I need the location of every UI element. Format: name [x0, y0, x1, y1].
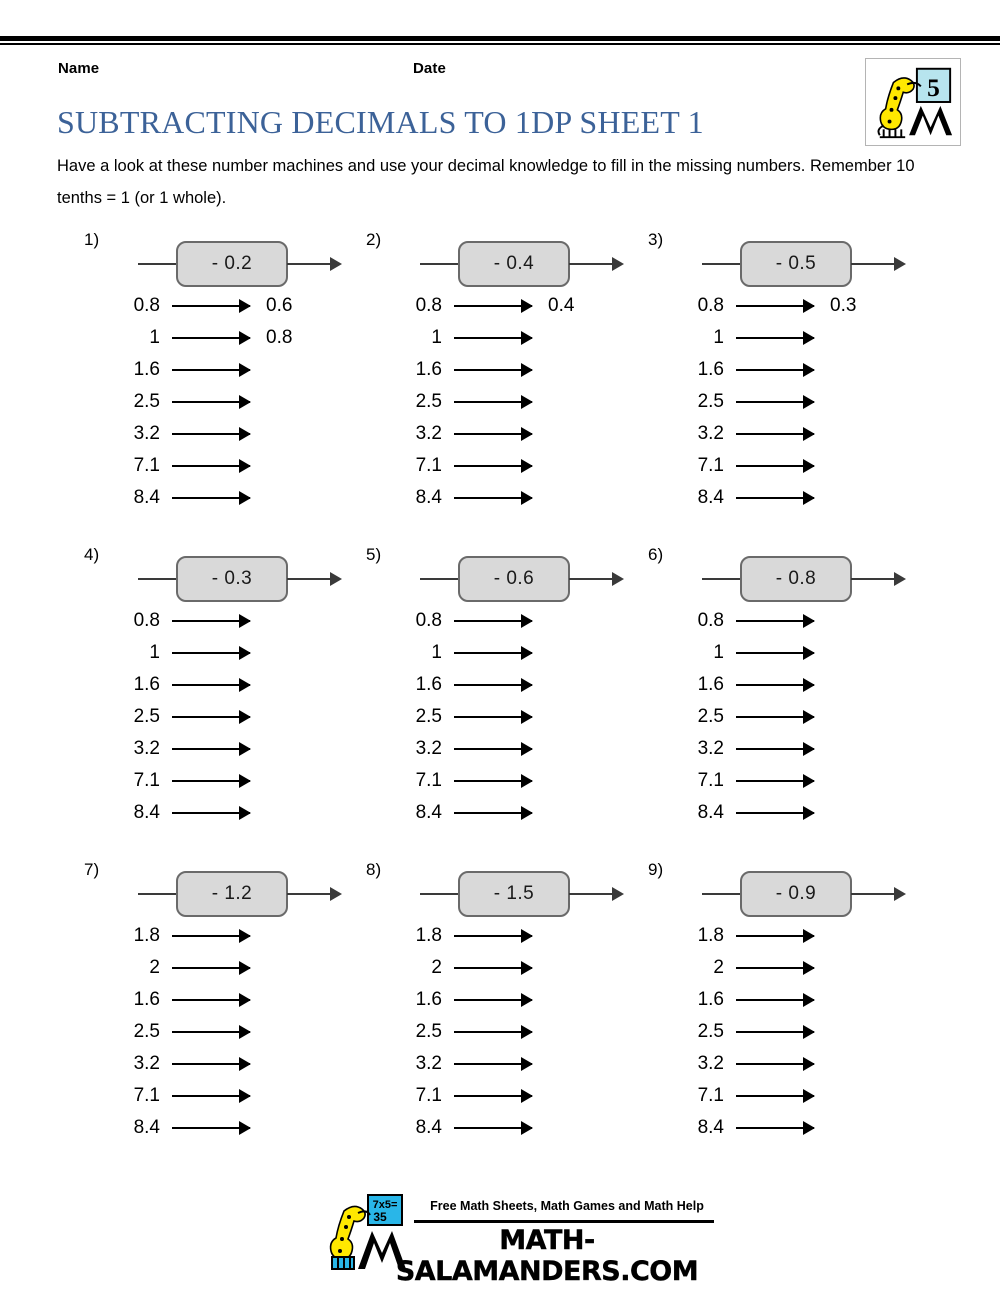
machine-row [350, 637, 650, 669]
machine-input-value: 0.8 [697, 610, 724, 631]
machine-row [350, 1048, 650, 1080]
machine-row-arrow-icon [172, 433, 250, 435]
machine-row [350, 701, 650, 733]
machine-row-arrow-icon [454, 620, 532, 622]
machine-row-arrow-icon [736, 497, 814, 499]
machine-input-line [420, 893, 460, 895]
machine-row-arrow-icon [736, 369, 814, 371]
machine-row [632, 386, 932, 418]
machine-input-value: 1.6 [415, 359, 442, 380]
machine-row [68, 984, 368, 1016]
machine-row [632, 701, 932, 733]
machine-row-arrow-icon [454, 935, 532, 937]
machine-output-line [851, 893, 899, 895]
machine-row [632, 482, 932, 514]
machine-input-value: 2.5 [133, 706, 160, 727]
machine-head [138, 556, 358, 604]
machine-input-value: 1 [713, 327, 724, 348]
machine-row [350, 797, 650, 829]
machine-row-arrow-icon [454, 337, 532, 339]
machine-row [350, 1016, 650, 1048]
machine-input-line [702, 893, 742, 895]
machine-1 [68, 228, 368, 528]
machine-index-label: 1) [84, 230, 100, 249]
machine-input-line [420, 578, 460, 580]
instructions-text: Have a look at these number machines and use your decimal knowledge to fill in the missing numbers. Remember 10 tenths = 1 (or 1 whole). [57, 157, 915, 207]
machine-row-arrow-icon [172, 935, 250, 937]
machine-output-line [569, 263, 617, 265]
machine-row [68, 765, 368, 797]
machine-input-value: 2.5 [133, 1021, 160, 1042]
machine-row-arrow-icon [172, 967, 250, 969]
machine-row [632, 733, 932, 765]
machine-input-value: 7.1 [133, 1085, 160, 1106]
machine-input-line [420, 263, 460, 265]
machine-row-arrow-icon [736, 401, 814, 403]
machine-row-arrow-icon [454, 1031, 532, 1033]
machine-input-value: 3.2 [133, 1053, 160, 1074]
machine-row-arrow-icon [736, 812, 814, 814]
machine-input-value: 1.6 [697, 989, 724, 1010]
machine-row [632, 1112, 932, 1144]
machine-output-arrowhead-icon [330, 257, 342, 271]
machine-row [632, 1080, 932, 1112]
machine-operation-label: - 0.6 [493, 568, 535, 589]
machine-row-arrow-icon [172, 716, 250, 718]
machine-input-line [138, 263, 178, 265]
machine-row-arrow-icon [454, 1127, 532, 1129]
machine-head [420, 556, 640, 604]
machine-operation-box [740, 871, 852, 917]
machine-output-line [287, 578, 335, 580]
machine-input-line [702, 578, 742, 580]
machine-row [68, 482, 368, 514]
machine-input-value: 2 [149, 957, 160, 978]
machine-operation-label: - 0.5 [775, 253, 817, 274]
machine-head [702, 871, 922, 919]
machine-input-value: 3.2 [697, 1053, 724, 1074]
machine-index-label: 9) [648, 860, 664, 879]
name-date-header [58, 60, 818, 77]
machine-row-arrow-icon [736, 780, 814, 782]
machine-row [632, 952, 932, 984]
machine-5 [350, 543, 650, 843]
machine-row-arrow-icon [172, 401, 250, 403]
machine-head [702, 556, 922, 604]
machine-row-arrow-icon [736, 337, 814, 339]
machine-input-value: 0.8 [133, 610, 160, 631]
machine-input-value: 7.1 [133, 770, 160, 791]
machine-input-value: 1.6 [697, 359, 724, 380]
machine-input-value: 3.2 [415, 738, 442, 759]
machine-rows [350, 920, 650, 1144]
machine-row [68, 1048, 368, 1080]
machine-7 [68, 858, 368, 1158]
machine-row-arrow-icon [172, 684, 250, 686]
machine-input-value: 8.4 [415, 487, 442, 508]
machine-operation-label: - 1.2 [211, 883, 253, 904]
machine-head [420, 871, 640, 919]
machine-input-value: 1 [149, 327, 160, 348]
machine-row [68, 1080, 368, 1112]
machine-index-label: 6) [648, 545, 664, 564]
machine-rows [350, 605, 650, 829]
machine-row-arrow-icon [172, 1063, 250, 1065]
machine-row-arrow-icon [454, 967, 532, 969]
machine-row-arrow-icon [172, 999, 250, 1001]
machine-operation-label: - 0.3 [211, 568, 253, 589]
machine-output-line [569, 893, 617, 895]
machine-operation-box [458, 241, 570, 287]
machine-row-arrow-icon [736, 465, 814, 467]
machine-input-value: 0.8 [133, 295, 160, 316]
machine-row-arrow-icon [736, 1063, 814, 1065]
machine-input-value: 8.4 [415, 1117, 442, 1138]
machine-row [68, 386, 368, 418]
machine-input-value: 1.6 [415, 989, 442, 1010]
machine-row-arrow-icon [454, 780, 532, 782]
machine-operation-box [740, 556, 852, 602]
machine-rows [68, 920, 368, 1144]
machine-row-arrow-icon [172, 1095, 250, 1097]
machine-operation-box [458, 871, 570, 917]
machine-output-arrowhead-icon [894, 257, 906, 271]
footer-domain: MATH-SALAMANDERS.COM [395, 1225, 699, 1287]
machine-input-value: 8.4 [697, 802, 724, 823]
machine-output-arrowhead-icon [612, 257, 624, 271]
machine-input-value: 2.5 [133, 391, 160, 412]
machine-input-value: 1.8 [415, 925, 442, 946]
machine-input-value: 0.8 [415, 295, 442, 316]
machine-row-arrow-icon [454, 684, 532, 686]
machine-input-value: 2.5 [415, 391, 442, 412]
machine-row-arrow-icon [454, 305, 532, 307]
machine-operation-box [458, 556, 570, 602]
machine-input-value: 1 [149, 642, 160, 663]
machine-input-value: 0.8 [697, 295, 724, 316]
machine-row [632, 1048, 932, 1080]
machine-operation-box [176, 556, 288, 602]
machine-output-arrowhead-icon [612, 887, 624, 901]
machine-output-answer[interactable]: 0.3 [830, 295, 857, 316]
machine-row-arrow-icon [454, 812, 532, 814]
machine-row [68, 450, 368, 482]
machine-row-arrow-icon [454, 369, 532, 371]
machine-output-arrowhead-icon [330, 572, 342, 586]
machine-input-value: 1.6 [415, 674, 442, 695]
machine-rows [68, 290, 368, 514]
machine-row-arrow-icon [454, 999, 532, 1001]
machine-index-label: 8) [366, 860, 382, 879]
machine-input-value: 3.2 [697, 738, 724, 759]
machine-input-value: 3.2 [697, 423, 724, 444]
machine-row [350, 952, 650, 984]
machine-3 [632, 228, 932, 528]
machine-row [350, 605, 650, 637]
machine-row [68, 797, 368, 829]
footer-brand [322, 1185, 712, 1287]
machine-row [350, 765, 650, 797]
machine-rows [632, 920, 932, 1144]
machine-output-arrowhead-icon [894, 572, 906, 586]
machine-row-arrow-icon [172, 780, 250, 782]
machine-row [68, 605, 368, 637]
machine-row-2 [0, 543, 1000, 858]
machine-9 [632, 858, 932, 1158]
machine-row-arrow-icon [172, 652, 250, 654]
machine-input-value: 7.1 [415, 1085, 442, 1106]
machine-row [68, 1112, 368, 1144]
machine-row [632, 637, 932, 669]
machine-row [68, 701, 368, 733]
machine-input-value: 1.6 [133, 989, 160, 1010]
machine-input-value: 8.4 [697, 487, 724, 508]
machine-row [68, 290, 368, 322]
machine-rows [350, 290, 650, 514]
machine-row [350, 450, 650, 482]
date-label: Date [413, 60, 446, 77]
machine-output-line [287, 893, 335, 895]
svg-text:7x5=: 7x5= [372, 1199, 398, 1211]
number-machines-grid [0, 228, 1000, 1173]
machine-row-arrow-icon [454, 748, 532, 750]
machine-output-line [851, 578, 899, 580]
machine-row-arrow-icon [454, 652, 532, 654]
machine-input-value: 2 [431, 957, 442, 978]
machine-input-value: 1.6 [697, 674, 724, 695]
machine-row [350, 920, 650, 952]
machine-row [68, 637, 368, 669]
machine-operation-box [740, 241, 852, 287]
machine-operation-label: - 0.4 [493, 253, 535, 274]
machine-input-line [138, 578, 178, 580]
machine-row-arrow-icon [736, 433, 814, 435]
machine-row-arrow-icon [454, 1063, 532, 1065]
machine-row [350, 1080, 650, 1112]
machine-input-value: 7.1 [133, 455, 160, 476]
machine-row-arrow-icon [736, 935, 814, 937]
machine-operation-box [176, 241, 288, 287]
machine-row-arrow-icon [172, 812, 250, 814]
machine-input-value: 3.2 [133, 738, 160, 759]
machine-operation-label: - 0.2 [211, 253, 253, 274]
machine-input-value: 2.5 [415, 1021, 442, 1042]
machine-input-value: 1 [713, 642, 724, 663]
machine-output-line [569, 578, 617, 580]
machine-input-value: 3.2 [415, 1053, 442, 1074]
machine-row [632, 418, 932, 450]
machine-row-arrow-icon [736, 748, 814, 750]
machine-index-label: 2) [366, 230, 382, 249]
top-border-thin-line [0, 43, 1000, 45]
machine-input-value: 1.8 [697, 925, 724, 946]
page-title: SUBTRACTING DECIMALS TO 1DP SHEET 1 [57, 104, 704, 140]
machine-index-label: 3) [648, 230, 664, 249]
machine-row [350, 1112, 650, 1144]
svg-text:5: 5 [927, 74, 940, 103]
machine-row-arrow-icon [172, 1031, 250, 1033]
machine-row-arrow-icon [172, 465, 250, 467]
machine-row-3 [0, 858, 1000, 1173]
machine-row [632, 354, 932, 386]
machine-head [138, 871, 358, 919]
machine-rows [68, 605, 368, 829]
machine-row [68, 733, 368, 765]
machine-input-value: 7.1 [697, 455, 724, 476]
machine-output-answer[interactable]: 0.4 [548, 295, 575, 316]
machine-row [68, 920, 368, 952]
machine-row-arrow-icon [172, 620, 250, 622]
machine-input-line [702, 263, 742, 265]
machine-row [632, 920, 932, 952]
footer-tagline: Free Math Sheets, Math Games and Math Help [430, 1199, 704, 1213]
machine-row [350, 418, 650, 450]
machine-row-arrow-icon [172, 497, 250, 499]
machine-input-value: 1.6 [133, 674, 160, 695]
machine-output-arrowhead-icon [612, 572, 624, 586]
machine-input-value: 2.5 [697, 1021, 724, 1042]
machine-head [420, 241, 640, 289]
machine-row-arrow-icon [736, 1031, 814, 1033]
machine-row [632, 984, 932, 1016]
machine-row [68, 418, 368, 450]
machine-4 [68, 543, 368, 843]
machine-input-value: 1.6 [133, 359, 160, 380]
machine-row [350, 733, 650, 765]
machine-output-line [287, 263, 335, 265]
machine-input-value: 8.4 [415, 802, 442, 823]
machine-index-label: 4) [84, 545, 100, 564]
machine-output-arrowhead-icon [894, 887, 906, 901]
machine-input-value: 7.1 [415, 770, 442, 791]
machine-row-arrow-icon [454, 1095, 532, 1097]
machine-row [350, 354, 650, 386]
machine-row-arrow-icon [736, 716, 814, 718]
machine-input-value: 8.4 [697, 1117, 724, 1138]
machine-row [68, 952, 368, 984]
machine-row-arrow-icon [736, 620, 814, 622]
machine-row-arrow-icon [454, 433, 532, 435]
machine-input-value: 2.5 [697, 391, 724, 412]
machine-input-line [138, 893, 178, 895]
machine-row-arrow-icon [736, 305, 814, 307]
machine-output-arrowhead-icon [330, 887, 342, 901]
machine-row [68, 669, 368, 701]
machine-input-value: 2.5 [415, 706, 442, 727]
machine-row-arrow-icon [736, 967, 814, 969]
machine-row-arrow-icon [736, 1127, 814, 1129]
machine-row [350, 669, 650, 701]
machine-row-arrow-icon [172, 337, 250, 339]
machine-input-value: 1.8 [133, 925, 160, 946]
machine-row-arrow-icon [172, 305, 250, 307]
machine-6 [632, 543, 932, 843]
machine-row [632, 322, 932, 354]
svg-text:35: 35 [373, 1210, 387, 1224]
machine-row-arrow-icon [736, 1095, 814, 1097]
machine-row [632, 765, 932, 797]
machine-8 [350, 858, 650, 1158]
footer [0, 1185, 1000, 1285]
machine-row-arrow-icon [736, 652, 814, 654]
machine-output-answer[interactable]: 0.8 [266, 327, 293, 348]
machine-output-line [851, 263, 899, 265]
machine-operation-label: - 1.5 [493, 883, 535, 904]
machine-input-value: 8.4 [133, 802, 160, 823]
machine-row [68, 354, 368, 386]
salamander-logo-icon [866, 59, 960, 145]
machine-row [68, 322, 368, 354]
machine-index-label: 5) [366, 545, 382, 564]
machine-input-value: 8.4 [133, 1117, 160, 1138]
machine-row-arrow-icon [736, 684, 814, 686]
machine-row [632, 1016, 932, 1048]
machine-operation-label: - 0.8 [775, 568, 817, 589]
machine-row-arrow-icon [172, 748, 250, 750]
machine-row-arrow-icon [454, 497, 532, 499]
machine-row-arrow-icon [172, 369, 250, 371]
machine-row [350, 984, 650, 1016]
machine-row-arrow-icon [172, 1127, 250, 1129]
machine-row-arrow-icon [454, 465, 532, 467]
machine-input-value: 0.8 [415, 610, 442, 631]
machine-2 [350, 228, 650, 528]
footer-divider [414, 1220, 714, 1223]
machine-input-value: 3.2 [133, 423, 160, 444]
machine-input-value: 7.1 [697, 770, 724, 791]
machine-row [632, 669, 932, 701]
machine-row [350, 322, 650, 354]
machine-rows [632, 605, 932, 829]
machine-row-arrow-icon [736, 999, 814, 1001]
machine-head [138, 241, 358, 289]
machine-input-value: 2 [713, 957, 724, 978]
machine-row [350, 386, 650, 418]
name-label: Name [58, 60, 100, 77]
header-salamander-logo [865, 58, 961, 146]
machine-input-value: 2.5 [697, 706, 724, 727]
machine-head [702, 241, 922, 289]
machine-row [350, 290, 650, 322]
machine-row [632, 290, 932, 322]
machine-input-value: 3.2 [415, 423, 442, 444]
machine-input-value: 1 [431, 642, 442, 663]
machine-row [68, 1016, 368, 1048]
machine-operation-label: - 0.9 [775, 883, 817, 904]
machine-input-value: 7.1 [415, 455, 442, 476]
machine-input-value: 7.1 [697, 1085, 724, 1106]
machine-operation-box [176, 871, 288, 917]
machine-index-label: 7) [84, 860, 100, 879]
machine-row-arrow-icon [454, 716, 532, 718]
machine-row [632, 450, 932, 482]
machine-rows [632, 290, 932, 514]
machine-input-value: 1 [431, 327, 442, 348]
machine-output-answer[interactable]: 0.6 [266, 295, 293, 316]
machine-row-1 [0, 228, 1000, 543]
top-border-rule [0, 36, 1000, 45]
machine-row [632, 605, 932, 637]
machine-row [632, 797, 932, 829]
machine-row [350, 482, 650, 514]
machine-input-value: 8.4 [133, 487, 160, 508]
machine-row-arrow-icon [454, 401, 532, 403]
